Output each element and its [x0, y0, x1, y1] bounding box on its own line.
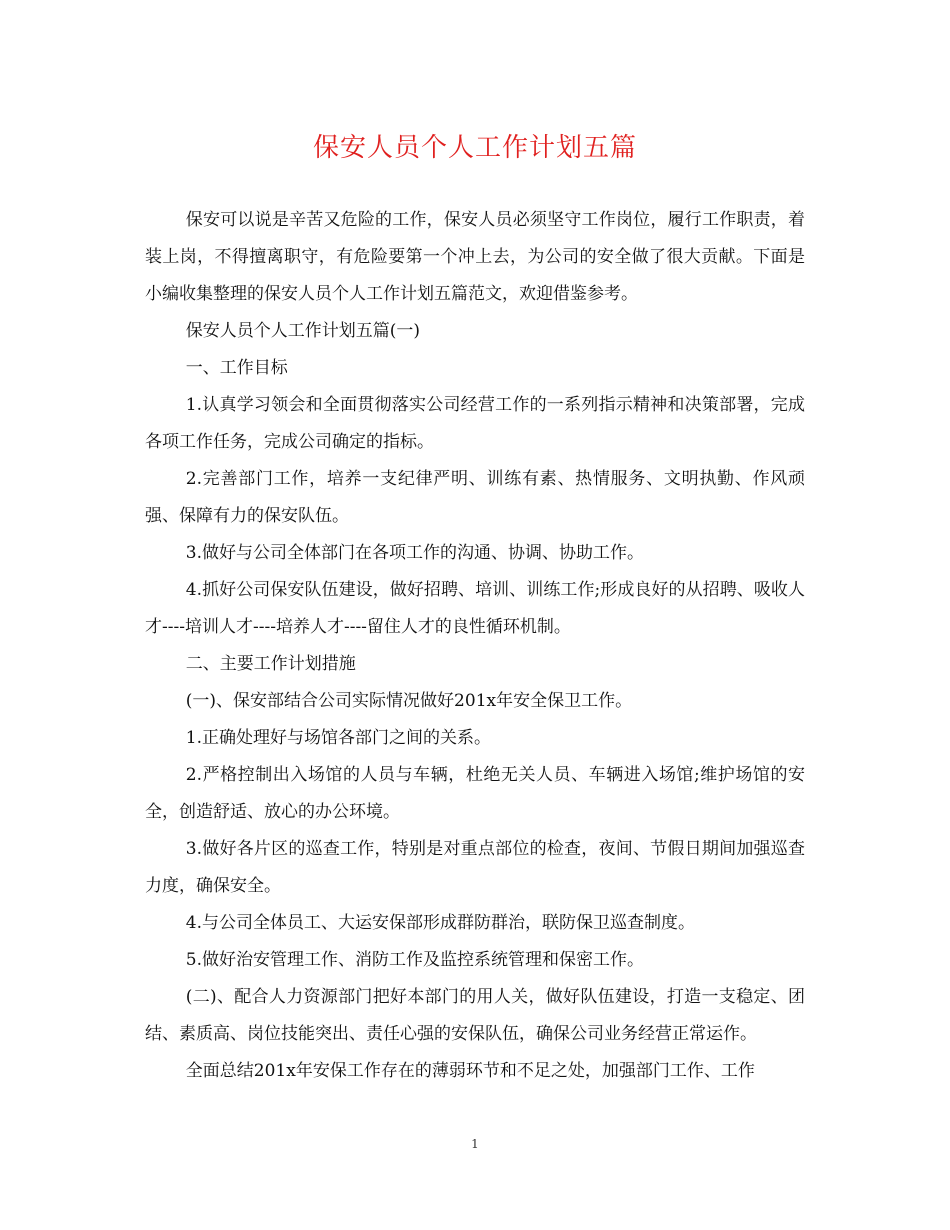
- list-item: 1.正确处理好与场馆各部门之间的关系。: [185, 728, 492, 748]
- list-item: 2.严格控制出入场馆的人员与车辆，杜绝无关人员、车辆进入场馆;维护场馆的安全，创造舒适、放心的办公环境。: [145, 765, 805, 822]
- list-item: 2.完善部门工作，培养一支纪律严明、训练有素、热情服务、文明执勤、作风顽强、保障有力的保安队伍。: [145, 469, 805, 526]
- document-body: [145, 202, 805, 1090]
- list-item: 4.抓好公司保安队伍建设，做好招聘、培训、训练工作;形成良好的从招聘、吸收人才----培训人才----培养人才----留住人才的良性循环机制。: [145, 580, 805, 637]
- list-item: 5.做好治安管理工作、消防工作及监控系统管理和保密工作。: [185, 950, 645, 970]
- intro-paragraph: 保安可以说是辛苦又危险的工作，保安人员必须坚守工作岗位，履行工作职责，着装上岗，不得擅离职守，有危险要第一个冲上去，为公司的安全做了很大贡献。下面是小编收集整理的保安人员个人工作计划五篇范文，欢迎借鉴参考。: [145, 210, 805, 304]
- page-number: 1: [471, 1137, 479, 1151]
- body-paragraph: 全面总结201x年安保工作存在的薄弱环节和不足之处，加强部门工作、工作: [185, 1061, 755, 1081]
- subsection-heading: 二、主要工作计划措施: [185, 654, 356, 674]
- list-item: 3.做好各片区的巡查工作，特别是对重点部位的检查，夜间、节假日期间加强巡查力度，确保安全。: [145, 839, 805, 896]
- document-title: 保安人员个人工作计划五篇: [312, 133, 637, 163]
- subsection-heading: 一、工作目标: [185, 358, 288, 378]
- sub-item-heading: (二)、配合人力资源部门把好本部门的用人关，做好队伍建设，打造一支稳定、团结、素质高、岗位技能突出、责任心强的安保队伍，确保公司业务经营正常运作。: [145, 987, 805, 1044]
- sub-item-heading: (一)、保安部结合公司实际情况做好201x年安全保卫工作。: [185, 691, 633, 711]
- list-item: 1.认真学习领会和全面贯彻落实公司经营工作的一系列指示精神和决策部署，完成各项工作任务，完成公司确定的指标。: [145, 395, 805, 452]
- list-item: 4.与公司全体员工、大运安保部形成群防群治，联防保卫巡查制度。: [185, 913, 696, 933]
- list-item: 3.做好与公司全体部门在各项工作的沟通、协调、协助工作。: [185, 543, 645, 563]
- section-heading: 保安人员个人工作计划五篇(一): [185, 321, 421, 341]
